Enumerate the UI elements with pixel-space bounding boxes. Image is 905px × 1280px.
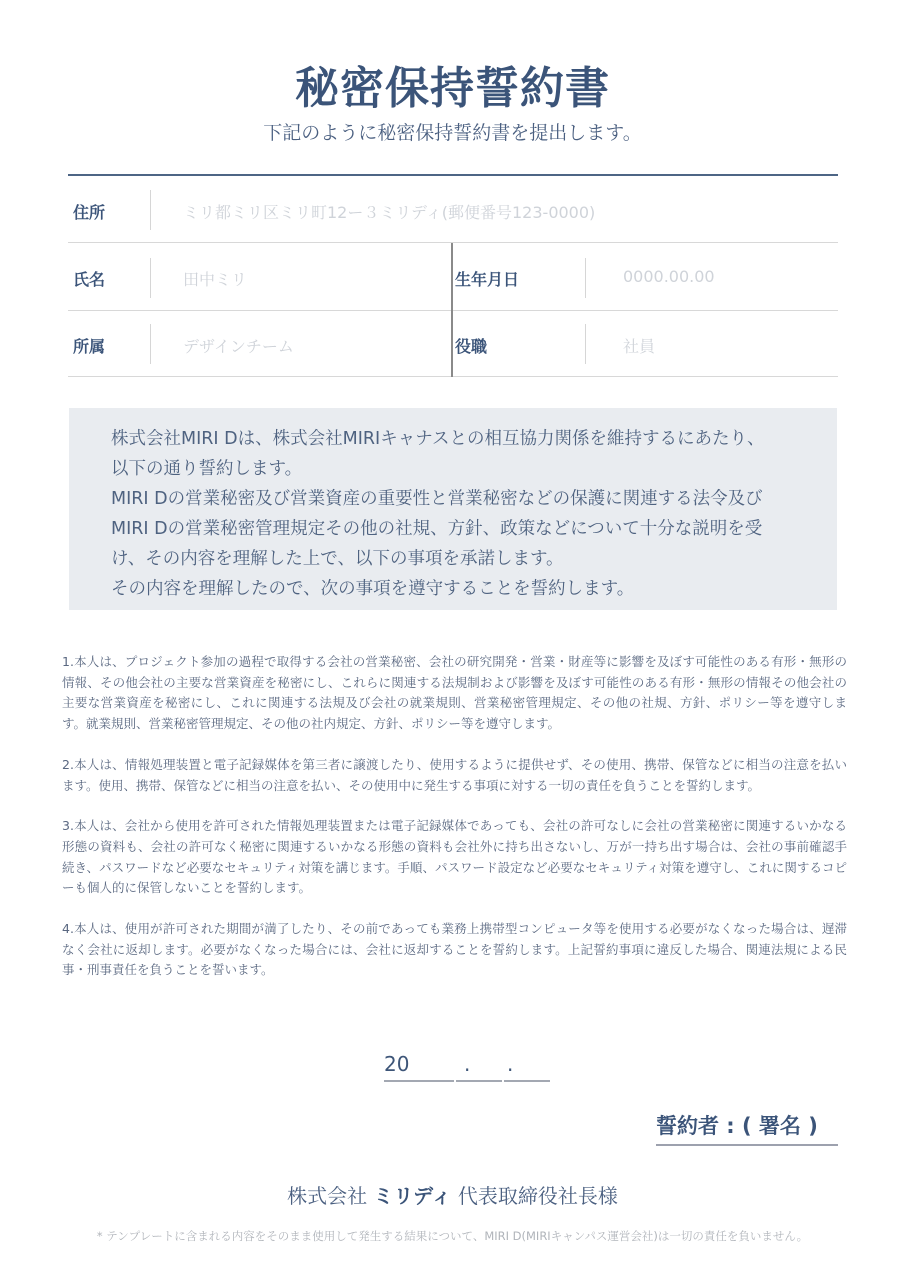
cell-separator bbox=[150, 258, 151, 298]
department-label: 所属 bbox=[73, 337, 106, 356]
year-prefix: 20 bbox=[384, 1052, 410, 1076]
department-field[interactable]: デザインチーム bbox=[183, 337, 294, 356]
footer-disclaimer: * テンプレートに含まれる内容をそのまま使用して発生する結果について、MIRI D(MIRIキャンパス運営会社)は一切の責任を負いません。 bbox=[96, 1229, 809, 1243]
signature-field[interactable] bbox=[656, 1110, 838, 1146]
addressee bbox=[0, 1180, 905, 1209]
document-title: 秘密保持誓約書 bbox=[295, 63, 610, 114]
date-month-field[interactable] bbox=[456, 1052, 502, 1082]
name-field[interactable]: 田中ミリ bbox=[183, 270, 248, 289]
addressee-suffix: 代表取締役社長様 bbox=[457, 1184, 618, 1208]
birthdate-field[interactable]: 0000.00.00 bbox=[623, 267, 715, 286]
signature-label: 誓約者 : ( 署名 ) bbox=[656, 1114, 818, 1138]
pledge-line: 以下の通り誓約します。 bbox=[111, 459, 303, 479]
document-subtitle: 下記のように秘密保持誓約書を提出します。 bbox=[263, 122, 642, 144]
pledge-line: その内容を理解したので、次の事項を遵守することを誓約します。 bbox=[111, 579, 635, 599]
pledge-statement-box bbox=[69, 408, 837, 610]
position-label: 役職 bbox=[455, 337, 488, 356]
column-divider bbox=[451, 243, 453, 377]
info-table bbox=[68, 176, 838, 377]
addressee-company: ミリディ bbox=[373, 1184, 452, 1208]
cell-separator bbox=[150, 324, 151, 364]
date-day-field[interactable] bbox=[504, 1052, 550, 1082]
department-row bbox=[68, 311, 838, 377]
pledge-line: 株式会社MIRI Dは、株式会社MIRIキャナスとの相互協力関係を維持するにあたり、 bbox=[111, 429, 765, 449]
address-row bbox=[68, 176, 838, 243]
cell-separator bbox=[150, 190, 151, 230]
date-separator: . bbox=[464, 1052, 471, 1076]
date-field bbox=[384, 1050, 554, 1082]
pledge-line: け、その内容を理解した上で、以下の事項を承諾します。 bbox=[111, 549, 564, 569]
date-year-field[interactable] bbox=[384, 1052, 454, 1082]
pledge-line: MIRI Dの営業秘密管理規定その他の社規、方針、政策などについて十分な説明を受 bbox=[111, 519, 763, 539]
name-row bbox=[68, 243, 838, 311]
addressee-prefix: 株式会社 bbox=[287, 1184, 368, 1208]
date-separator: . bbox=[507, 1052, 514, 1076]
cell-separator bbox=[585, 258, 586, 298]
article-1: 1.本人は、プロジェクト参加の過程で取得する会社の営業秘密、会社の研究開発・営業・財産等に影響を及ぼす可能性のある有形・無形の情報、その他会社の主要な営業資産を秘密にし、これらに関連する法規制および影響を及ぼす可能性のある有形・無形の情報その他会社の主要な営業資産を秘密にし、これに関連する法規及び会社の就業規則、営業秘密管理規定、その他の社規、方針、ポリシー等を遵守します。就業規則、営業秘密管理規定、その他の社内規定、方針、ポリシー等を遵守します。 bbox=[62, 654, 847, 732]
address-label: 住所 bbox=[73, 203, 106, 222]
birthdate-label: 生年月日 bbox=[455, 270, 520, 289]
article-3: 3.本人は、会社から使用を許可された情報処理装置または電子記録媒体であっても、会社の許可なしに会社の営業秘密に関連するいかなる形態の資料も、会社の許可なく秘密に関連するいかなる形態の資料も会社外に持ち出さないし、万が一持ち出す場合は、会社の事前確認手続き、パスワードなど必要なセキュリティ対策を講じます。手順、パスワード設定など必要なセキュリティ対策を遵守し、これに関するコピーも個人的に保管しないことを誓約します。 bbox=[62, 818, 847, 896]
articles-list bbox=[62, 652, 847, 1001]
cell-separator bbox=[585, 324, 586, 364]
pledge-line: MIRI Dの営業秘密及び営業資産の重要性と営業秘密などの保護に関連する法令及び bbox=[111, 489, 763, 509]
article-2: 2.本人は、情報処理装置と電子記録媒体を第三者に譲渡したり、使用するように提供せず、その使用、携帯、保管などに相当の注意を払います。使用、携帯、保管などに相当の注意を払い、その使用中に発生する事項に対する一切の責任を負うことを誓約します。 bbox=[62, 756, 847, 793]
address-field[interactable]: ミリ都ミリ区ミリ町12ー３ミリディ(郵便番号123-0000) bbox=[183, 203, 596, 222]
name-label: 氏名 bbox=[73, 270, 106, 289]
position-field[interactable]: 社員 bbox=[623, 337, 656, 356]
article-4: 4.本人は、使用が許可された期間が満了したり、その前であっても業務上携帯型コンピュータ等を使用する必要がなくなった場合は、遅滞なく会社に返却します。必要がなくなった場合には、会社に返却することを誓約します。上記誓約事項に違反した場合、関連法規による民事・刑事責任を負うことを誓います。 bbox=[62, 921, 847, 978]
